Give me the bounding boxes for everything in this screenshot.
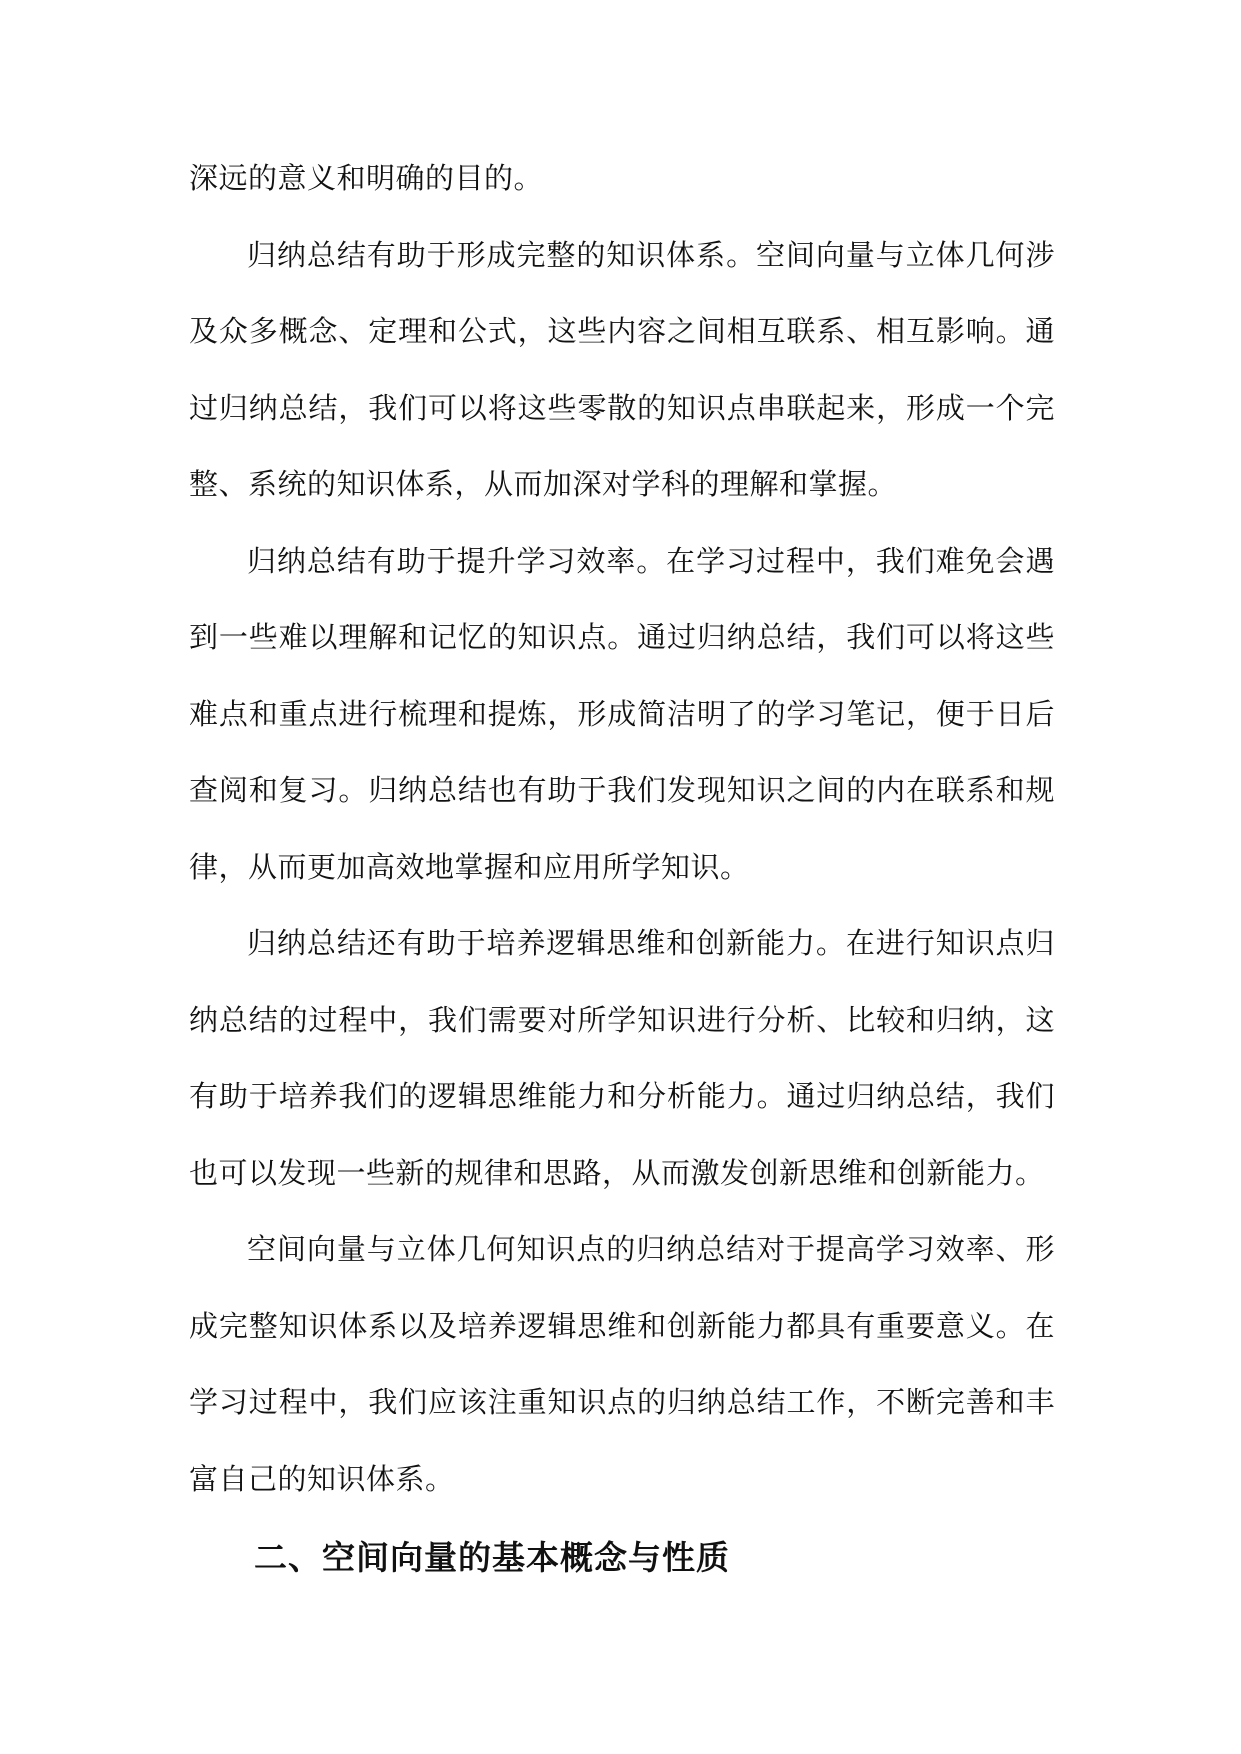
paragraph-learning-efficiency: 归纳总结有助于提升学习效率。在学习过程中，我们难免会遇到一些难以理解和记忆的知识点。通过归纳总结，我们可以将这些难点和重点进行梳理和提炼，形成简洁明了的学习笔记，便于日后查阅和复习。归纳总结也有助于我们发现知识之间的内在联系和规律，从而更加高效地掌握和应用所学知识。: [189, 543, 1055, 884]
paragraph-continuation: 深远的意义和明确的目的。: [189, 161, 544, 195]
paragraph-logic-innovation: 归纳总结还有助于培养逻辑思维和创新能力。在进行知识点归纳总结的过程中，我们需要对所学知识进行分析、比较和归纳，这有助于培养我们的逻辑思维能力和分析能力。通过归纳总结，我们也可以发现一些新的规律和思路，从而激发创新思维和创新能力。: [189, 926, 1055, 1190]
document-body: [189, 140, 1055, 1517]
paragraph-conclusion: 空间向量与立体几何知识点的归纳总结对于提高学习效率、形成完整知识体系以及培养逻辑思维和创新能力都具有重要意义。在学习过程中，我们应该注重知识点的归纳总结工作，不断完善和丰富自己的知识体系。: [189, 1232, 1055, 1496]
section-heading: 二、空间向量的基本概念与性质: [254, 1538, 730, 1577]
paragraph-knowledge-system: 归纳总结有助于形成完整的知识体系。空间向量与立体几何涉及众多概念、定理和公式，这些内容之间相互联系、相互影响。通过归纳总结，我们可以将这些零散的知识点串联起来，形成一个完整、系统的知识体系，从而加深对学科的理解和掌握。: [189, 237, 1055, 501]
